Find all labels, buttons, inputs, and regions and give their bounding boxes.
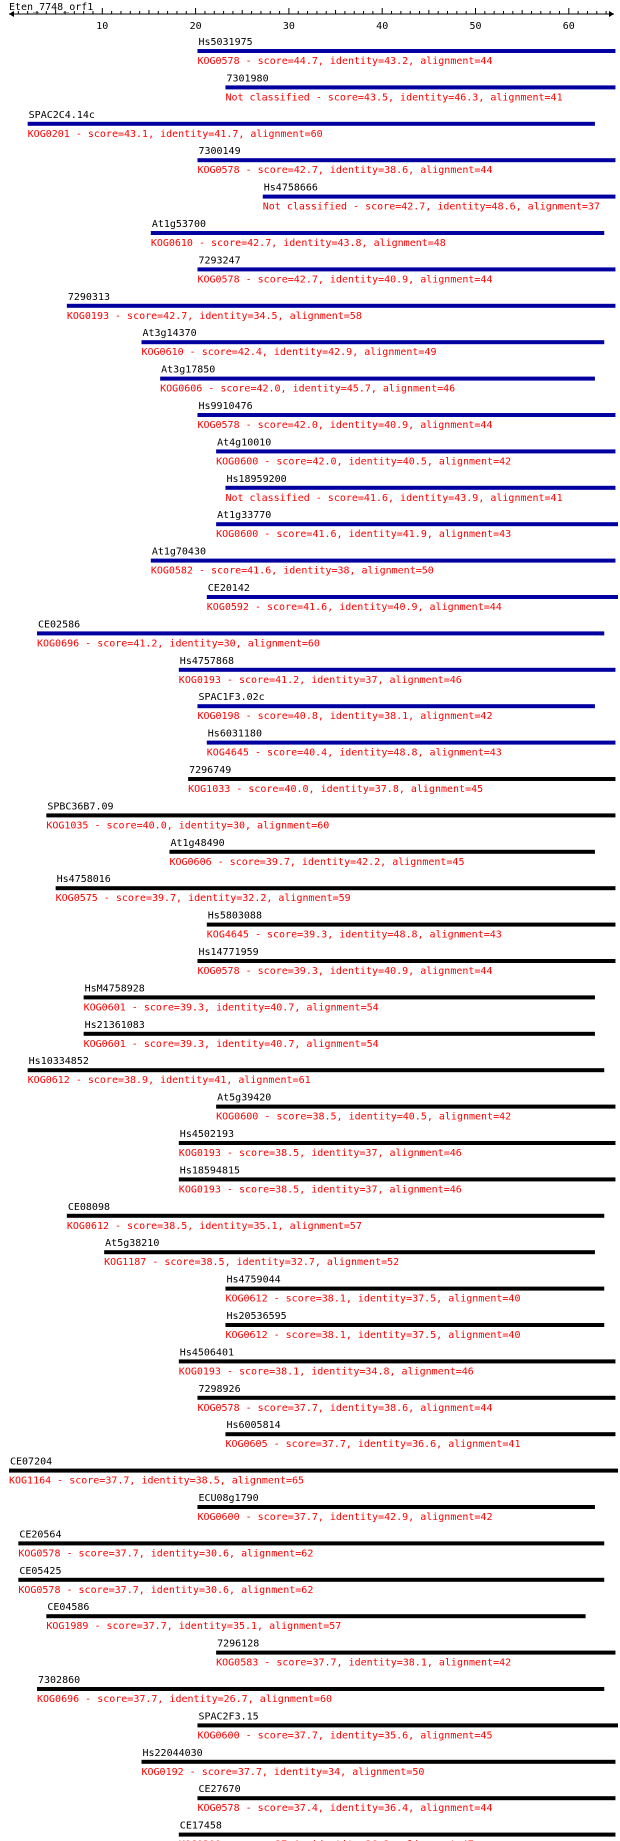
hit-row (151, 547, 616, 577)
alignment-bar (263, 195, 616, 199)
hit-name: CE20142 (207, 583, 250, 594)
hit-row (197, 255, 615, 285)
alignment-bar (18, 1541, 604, 1545)
hit-name: Hs9910476 (198, 401, 253, 412)
hit-info: KOG0610 - score=42.4, identity=42.9, alignment=49 (141, 347, 437, 359)
alignment-bar (46, 1614, 585, 1618)
hit-row (37, 1675, 604, 1705)
alignment-bar (197, 1505, 594, 1509)
hit-row (151, 219, 604, 249)
hit-name: Hs14771959 (198, 947, 259, 958)
hit-row (104, 1238, 595, 1268)
alignment-bar (197, 1723, 618, 1727)
hit-row (179, 1129, 616, 1159)
alignment-bar (104, 1250, 595, 1254)
hit-name: Hs22044030 (142, 1747, 203, 1759)
hit-info: Not classified - score=42.7, identity=48.6, alignment=37 (262, 201, 600, 213)
hit-name: Hs4757868 (179, 655, 234, 667)
hit-row (188, 765, 615, 795)
hit-row (9, 1457, 618, 1487)
alignment-bar (197, 49, 615, 53)
hit-row (197, 401, 615, 431)
hit-list (9, 37, 618, 1841)
alignment-bar (84, 995, 595, 999)
hit-name: CE27670 (198, 1784, 241, 1796)
hit-name: CE07204 (10, 1456, 53, 1468)
hit-row (46, 1602, 585, 1632)
alignment-bar (216, 1105, 615, 1109)
alignment-bar (141, 1760, 615, 1764)
hit-name: Hs5031975 (198, 37, 253, 48)
alignment-bar (9, 1469, 618, 1473)
hit-info: KOG0578 - score=42.7, identity=40.9, alignment=44 (197, 274, 493, 286)
alignment-bar (207, 741, 616, 745)
hit-row (197, 1784, 615, 1814)
alignment-bar (197, 413, 615, 417)
hit-row (216, 1093, 615, 1123)
hit-info: KOG0612 - score=38.5, identity=35.1, alignment=57 (66, 1220, 362, 1232)
alignment-bar (179, 1359, 616, 1363)
alignment-bar (37, 631, 604, 635)
hit-info: KOG0193 - score=38.5, identity=37, alignment=46 (178, 1148, 462, 1159)
hit-name: 7296749 (189, 765, 232, 776)
axis-tick-label: 50 (469, 21, 482, 32)
alignment-bar (225, 85, 615, 89)
hit-row (225, 73, 615, 103)
hit-info: KOG0606 - score=42.0, identity=45.7, alignment=46 (160, 383, 456, 395)
alignment-bar (216, 522, 618, 526)
hit-name: 7290313 (67, 291, 111, 303)
hit-name: Hs4758666 (263, 182, 318, 194)
hit-row (28, 110, 595, 140)
hit-info: KOG0610 - score=42.7, identity=43.8, alignment=48 (150, 238, 446, 249)
hit-name: At5g38210 (105, 1238, 160, 1250)
alignment-bar (179, 1141, 616, 1145)
hit-name: Hs18594815 (179, 1165, 241, 1177)
alignment-bar (197, 959, 615, 963)
hit-info: KOG4645 - score=40.4, identity=48.8, alignment=43 (206, 747, 502, 759)
hit-info: KOG0606 - score=39.7, identity=42.2, alignment=45 (169, 856, 465, 868)
hit-name: SPBC36B7.09 (47, 801, 114, 813)
hit-row (37, 619, 604, 649)
hit-name: At1g33770 (217, 510, 272, 522)
alignment-bar (160, 377, 595, 381)
axis-tick-label: 10 (96, 21, 109, 32)
hit-row (207, 729, 616, 759)
hit-name: 7301980 (226, 73, 269, 85)
alignment-bar (225, 486, 615, 490)
hit-row (197, 1493, 594, 1523)
hit-row (197, 37, 615, 67)
hit-info: KOG0578 - score=42.7, identity=38.6, alignment=44 (197, 165, 493, 177)
hit-name: 7296128 (217, 1638, 260, 1650)
hit-name: Hs4506401 (179, 1347, 234, 1359)
hit-name: At3g17850 (161, 364, 216, 376)
hit-name: CE20564 (19, 1529, 62, 1541)
hit-row (179, 1347, 616, 1377)
hit-name: Hs10334852 (28, 1056, 89, 1068)
hit-name: 7293247 (198, 255, 241, 267)
hit-name: 7300149 (198, 146, 241, 158)
alignment-bar (67, 1214, 604, 1218)
axis-right-arrow-icon (609, 11, 614, 17)
hit-name: CE05425 (19, 1565, 62, 1577)
hit-info: KOG0600 - score=38.5, identity=40.5, alignment=42 (216, 1111, 512, 1123)
hit-name: CE04586 (47, 1602, 90, 1614)
hit-name: Hs18959200 (226, 473, 287, 485)
hit-info: KOG0600 - score=37.7, identity=35.6, alignment=45 (197, 1730, 493, 1742)
alignment-bar (207, 923, 616, 927)
hit-row (179, 656, 616, 686)
alignment-bar (151, 559, 616, 563)
hit-row (225, 1420, 615, 1450)
alignment-bar (169, 850, 594, 854)
hit-name: At5g39420 (217, 1092, 272, 1104)
hit-info: KOG0600 - score=41.6, identity=41.9, alignment=43 (216, 529, 512, 541)
hit-info: KOG0583 - score=37.7, identity=38.1, alignment=42 (216, 1657, 512, 1669)
hit-row (46, 801, 615, 831)
alignment-bar (151, 231, 604, 235)
hit-info: KOG1164 - score=37.7, identity=38.5, alignment=65 (9, 1475, 305, 1487)
alignment-bar (28, 1068, 605, 1072)
hit-info: KOG0578 - score=37.7, identity=30.6, alignment=62 (18, 1584, 314, 1596)
hit-info: KOG0612 - score=38.1, identity=37.5, alignment=40 (225, 1330, 521, 1341)
hit-info: KOG0600 - score=42.0, identity=40.5, alignment=42 (216, 456, 512, 468)
alignment-bar (179, 1177, 616, 1181)
hit-name: At3g14370 (142, 328, 197, 340)
alignment-bar (179, 668, 616, 672)
hit-info: KOG1035 - score=40.0, identity=30, alignment=60 (46, 820, 330, 832)
hit-row (141, 1748, 615, 1778)
hit-name: At1g53700 (151, 219, 207, 230)
hit-info: KOG0612 - score=38.1, identity=37.5, alignment=40 (225, 1293, 521, 1305)
hit-name: HsM4758928 (84, 983, 145, 995)
alignment-bar (197, 1396, 615, 1400)
hit-row (160, 365, 595, 395)
hit-info: KOG0578 - score=37.4, identity=36.4, alignment=44 (197, 1803, 493, 1815)
hit-name: ECU08g1790 (198, 1493, 259, 1504)
hit-row (197, 692, 594, 722)
hit-info: KOG1989 - score=37.7, identity=35.1, alignment=57 (46, 1621, 342, 1633)
hit-name: Hs4502193 (179, 1129, 234, 1140)
hit-row (67, 1202, 604, 1232)
hit-info: KOG1033 - score=40.0, identity=37.8, alignment=45 (188, 784, 484, 795)
hit-info: KOG0201 - score=43.1, identity=41.7, alignment=60 (27, 128, 323, 140)
hit-info: KOG0193 - score=38.1, identity=34.8, alignment=46 (178, 1366, 474, 1378)
axis-tick-label: 60 (562, 21, 575, 32)
alignment-bar (179, 1833, 616, 1837)
hit-info: KOG1187 - score=38.5, identity=32.7, alignment=52 (104, 1257, 400, 1269)
alignment-bar (18, 1578, 604, 1582)
hit-name: SPAC2F3.15 (198, 1711, 259, 1723)
alignment-bar (188, 777, 615, 781)
hit-name: Hs6005814 (226, 1420, 281, 1432)
axis-tick-label: 20 (189, 21, 202, 32)
hit-row (263, 183, 616, 213)
hit-info: KOG0193 - score=38.5, identity=37, alignment=46 (178, 1184, 462, 1196)
hit-row (197, 947, 615, 977)
hit-info: KOG0192 - score=37.7, identity=34, alignment=50 (141, 1766, 425, 1778)
hit-row (197, 146, 615, 176)
axis-tick-label: 40 (376, 21, 389, 32)
hit-info: KOG0601 - score=39.3, identity=40.7, alignment=54 (83, 1002, 379, 1014)
alignment-bar (225, 1432, 615, 1436)
hit-name: SPAC1F3.02c (198, 692, 265, 704)
hit-info: KOG0198 - score=40.8, identity=38.1, alignment=42 (197, 711, 493, 723)
hit-info: KOG0612 - score=38.9, identity=41, alignment=61 (27, 1075, 311, 1087)
hit-name: At1g48490 (170, 837, 225, 849)
alignment-bar (28, 122, 595, 126)
hit-info: KOG0696 - score=37.7, identity=26.7, alignment=60 (36, 1694, 333, 1705)
hit-name: At1g70430 (151, 546, 207, 558)
hit-row (216, 437, 615, 467)
alignment-bar (197, 704, 594, 708)
hit-info: KOG0578 - score=44.7, identity=43.2, alignment=44 (197, 56, 493, 67)
alignment-bar (197, 1796, 615, 1800)
hit-name: Hs6031180 (207, 728, 262, 740)
hit-row (216, 510, 618, 540)
hit-row (141, 328, 604, 358)
hit-row (18, 1529, 604, 1559)
hit-row (207, 583, 618, 613)
hit-info: KOG0592 - score=41.6, identity=40.9, alignment=44 (206, 602, 502, 613)
hit-name: 7302860 (37, 1675, 81, 1686)
hit-row (216, 1639, 615, 1669)
hit-info: KOG0578 - score=37.7, identity=38.6, alignment=44 (197, 1402, 493, 1414)
alignment-bar (197, 267, 615, 271)
hit-info: KOG0582 - score=41.6, identity=38, alignment=50 (150, 565, 434, 577)
hit-name: 7298926 (198, 1383, 241, 1395)
hit-row (225, 474, 615, 504)
hit-info: KOG4645 - score=39.3, identity=48.8, alignment=43 (206, 929, 502, 941)
hit-row (179, 1165, 616, 1195)
hit-info: KOG0578 - score=37.7, identity=30.6, alignment=62 (18, 1548, 314, 1560)
hit-info: KOG0601 - score=39.3, identity=40.7, alignment=54 (83, 1038, 379, 1050)
hit-row (169, 838, 594, 868)
hit-info: KOG0575 - score=39.7, identity=32.2, alignment=59 (55, 893, 351, 905)
hit-info: Not classified - score=41.6, identity=43.9, alignment=41 (225, 492, 563, 504)
hit-info: Not classified - score=43.5, identity=46.3, alignment=41 (225, 92, 563, 104)
alignment-bar (216, 1651, 615, 1655)
hit-row (18, 1566, 604, 1596)
hit-name: SPAC2C4.14c (28, 109, 95, 121)
hit-name: Hs5803088 (207, 910, 262, 922)
hit-row (225, 1275, 604, 1305)
hit-row (225, 1311, 604, 1341)
sequence-title: Eten_7748_orf1 (9, 2, 94, 13)
position-axis (9, 8, 614, 32)
hit-name: CE02586 (37, 619, 81, 631)
hit-name: Hs21361083 (84, 1019, 145, 1031)
alignment-bar (225, 1287, 604, 1291)
hit-name: Hs4759044 (226, 1274, 281, 1286)
alignment-bar (67, 304, 616, 308)
alignment-bar (84, 1032, 595, 1036)
hit-row (28, 1056, 605, 1086)
alignment-bar (37, 1687, 604, 1691)
hit-row (84, 1020, 595, 1050)
alignment-bar (46, 813, 615, 817)
alignment-bar (225, 1323, 604, 1327)
hit-name: CE17458 (179, 1820, 222, 1832)
hit-info: KOG0578 - score=42.0, identity=40.9, alignment=44 (197, 420, 493, 431)
hit-row (67, 292, 616, 322)
hit-name: At4g10010 (217, 437, 272, 449)
hit-info: KOG0193 - score=42.7, identity=34.5, alignment=58 (66, 310, 362, 322)
hit-row (197, 1384, 615, 1414)
alignment-bar (141, 340, 604, 344)
hit-name: CE08098 (67, 1201, 111, 1213)
hit-name: Hs4758016 (56, 874, 111, 886)
alignment-bar (56, 886, 616, 890)
hit-info: KOG0193 - score=41.2, identity=37, alignment=46 (178, 674, 462, 686)
alignment-bar (207, 595, 618, 599)
hit-info: KOG0696 - score=41.2, identity=30, alignment=60 (36, 638, 320, 650)
hit-row (84, 983, 595, 1013)
alignment-bar (216, 449, 615, 453)
hit-row (197, 1711, 618, 1741)
hit-info: KOG0605 - score=37.7, identity=36.6, alignment=41 (225, 1439, 521, 1451)
axis-tick-label: 30 (282, 21, 295, 32)
hit-row (179, 1821, 616, 1841)
hit-info: KOG0600 - score=37.7, identity=42.9, alignment=42 (197, 1512, 493, 1523)
hit-row (56, 874, 616, 904)
alignment-bar (197, 158, 615, 162)
hit-name: Hs20536595 (226, 1311, 287, 1322)
hit-info: KOG0578 - score=39.3, identity=40.9, alignment=44 (197, 966, 493, 977)
hit-row (207, 911, 616, 941)
